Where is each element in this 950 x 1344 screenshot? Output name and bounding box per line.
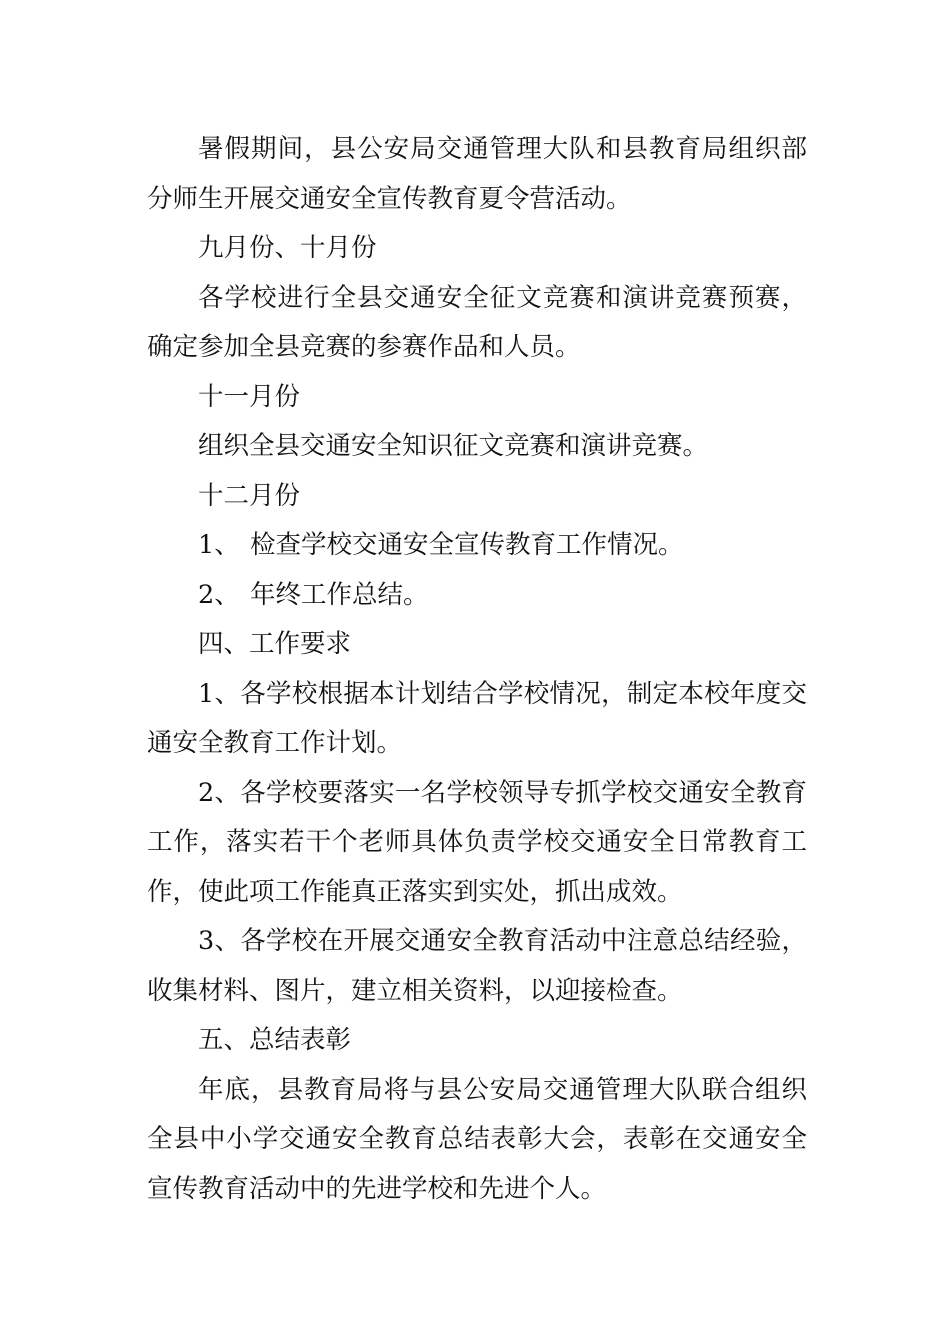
requirement-item-3: 3、各学校在开展交通安全教育活动中注意总结经验，收集材料、图片，建立相关资料，以迎接检查。 — [147, 926, 807, 1006]
paragraph-commendation: 年底，县教育局将与县公安局交通管理大队联合组织全县中小学交通安全教育总结表彰大会，表彰在交通安全宣传教育活动中的先进学校和先进个人。 — [147, 1074, 807, 1204]
requirement-item-1: 1、各学校根据本计划结合学校情况，制定本校年度交通安全教育工作计划。 — [147, 678, 807, 758]
list-item-number: 1、 — [198, 530, 240, 560]
heading-december: 十二月份 — [198, 480, 301, 511]
list-item-text: 检查学校交通安全宣传教育工作情况。 — [250, 530, 684, 560]
list-item-december-2 — [147, 571, 807, 621]
paragraph-summer-camp: 暑假期间，县公安局交通管理大队和县教育局组织部分师生开展交通安全宣传教育夏令营活动。 — [147, 134, 807, 214]
requirement-item-2: 2、各学校要落实一名学校领导专抓学校交通安全教育工作，落实若干个老师具体负责学校交通安全日常教育工作，使此项工作能真正落实到实处，抓出成效。 — [147, 777, 807, 907]
list-item-december-1 — [147, 521, 807, 571]
list-item-text: 年终工作总结。 — [250, 579, 429, 610]
heading-november: 十一月份 — [198, 381, 301, 412]
section-heading-work-requirements: 四、工作要求 — [198, 629, 352, 659]
heading-sept-oct: 九月份、十月份 — [198, 233, 377, 263]
paragraph-county-contest: 组织全县交通安全知识征文竞赛和演讲竞赛。 — [198, 431, 709, 461]
section-heading-summary-commendation: 五、总结表彰 — [198, 1025, 352, 1055]
list-item-number: 2、 — [198, 579, 240, 610]
paragraph-preliminary-contest: 各学校进行全县交通安全征文竞赛和演讲竞赛预赛，确定参加全县竞赛的参赛作品和人员。 — [147, 282, 807, 362]
document-page — [147, 125, 807, 1214]
